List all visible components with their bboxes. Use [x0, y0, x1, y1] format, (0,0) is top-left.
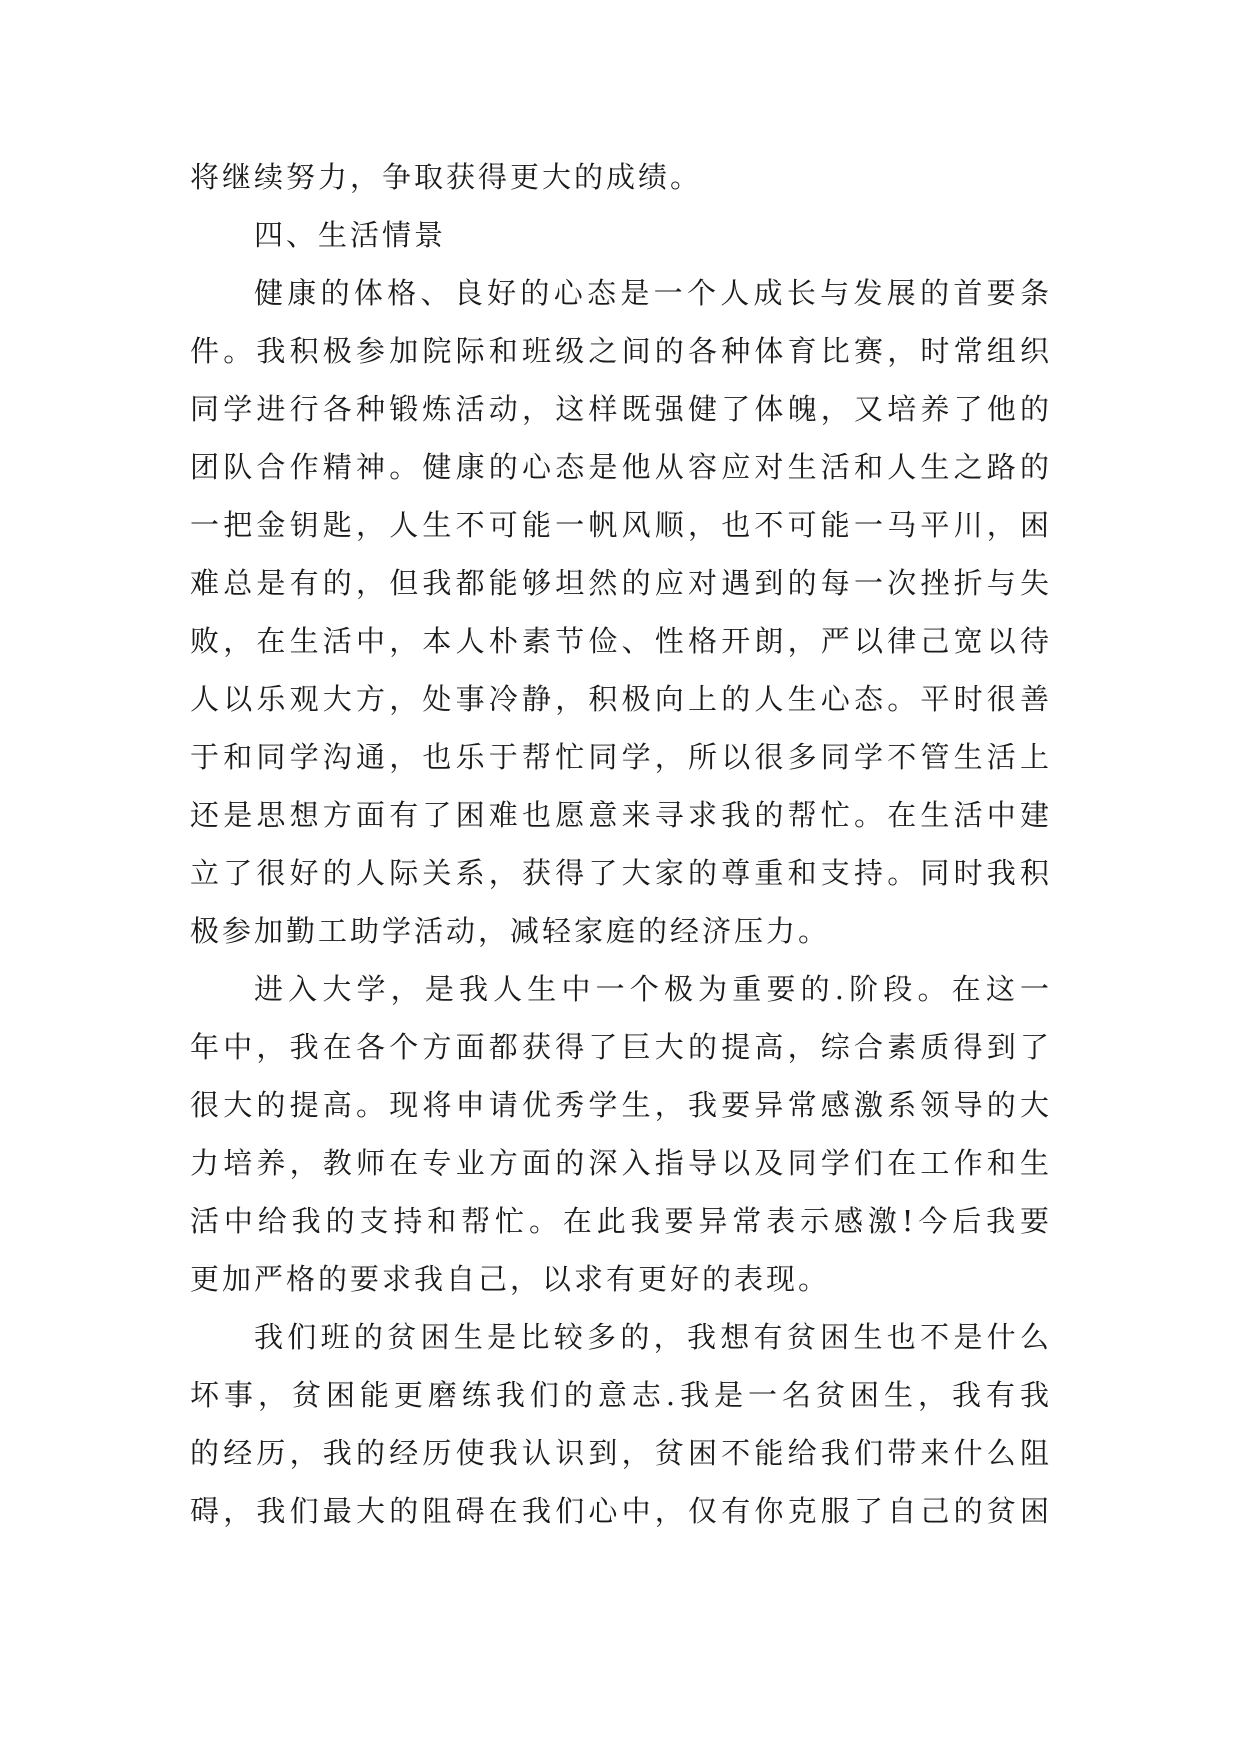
text-line: 健康的体格、良好的心态是一个人成长与发展的首要条: [254, 276, 1052, 310]
text-line: 人以乐观大方，处事冷静，积极向上的人生心态。平时很善: [190, 682, 1052, 716]
text-line: 还是思想方面有了困难也愿意来寻求我的帮忙。在生活中建: [190, 798, 1052, 832]
document-body: [190, 148, 1052, 1540]
text-line: 于和同学沟通，也乐于帮忙同学，所以很多同学不管生活上: [190, 740, 1052, 774]
section-heading: 四、生活情景: [254, 218, 447, 252]
text-line: 极参加勤工助学活动，减轻家庭的经济压力。: [190, 914, 831, 948]
text-line: 将继续努力，争取获得更大的成绩。: [190, 160, 703, 194]
text-line: 我们班的贫困生是比较多的，我想有贫困生也不是什么: [254, 1320, 1052, 1354]
text-line: 立了很好的人际关系，获得了大家的尊重和支持。同时我积: [190, 856, 1052, 890]
text-line: 很大的提高。现将申请优秀学生，我要异常感激系领导的大: [190, 1088, 1052, 1122]
text-line: 年中，我在各个方面都获得了巨大的提高，综合素质得到了: [190, 1030, 1052, 1064]
text-line: 败，在生活中，本人朴素节俭、性格开朗，严以律己宽以待: [190, 624, 1052, 658]
text-line: 团队合作精神。健康的心态是他从容应对生活和人生之路的: [190, 450, 1052, 484]
text-line: 碍，我们最大的阻碍在我们心中，仅有你克服了自己的贫困: [190, 1494, 1052, 1528]
text-line: 件。我积极参加院际和班级之间的各种体育比赛，时常组织: [190, 334, 1052, 368]
text-line: 坏事，贫困能更磨练我们的意志.我是一名贫困生，我有我: [190, 1378, 1052, 1412]
text-line: 更加严格的要求我自己，以求有更好的表现。: [190, 1262, 831, 1296]
text-line: 力培养，教师在专业方面的深入指导以及同学们在工作和生: [190, 1146, 1052, 1180]
text-line: 活中给我的支持和帮忙。在此我要异常表示感激!今后我要: [190, 1204, 1052, 1238]
text-line: 进入大学，是我人生中一个极为重要的.阶段。在这一: [254, 972, 1052, 1006]
text-line: 一把金钥匙，人生不可能一帆风顺，也不可能一马平川，困: [190, 508, 1052, 542]
text-line: 同学进行各种锻炼活动，这样既强健了体魄，又培养了他的: [190, 392, 1052, 426]
text-line: 难总是有的，但我都能够坦然的应对遇到的每一次挫折与失: [190, 566, 1052, 600]
text-line: 的经历，我的经历使我认识到，贫困不能给我们带来什么阻: [190, 1436, 1052, 1470]
